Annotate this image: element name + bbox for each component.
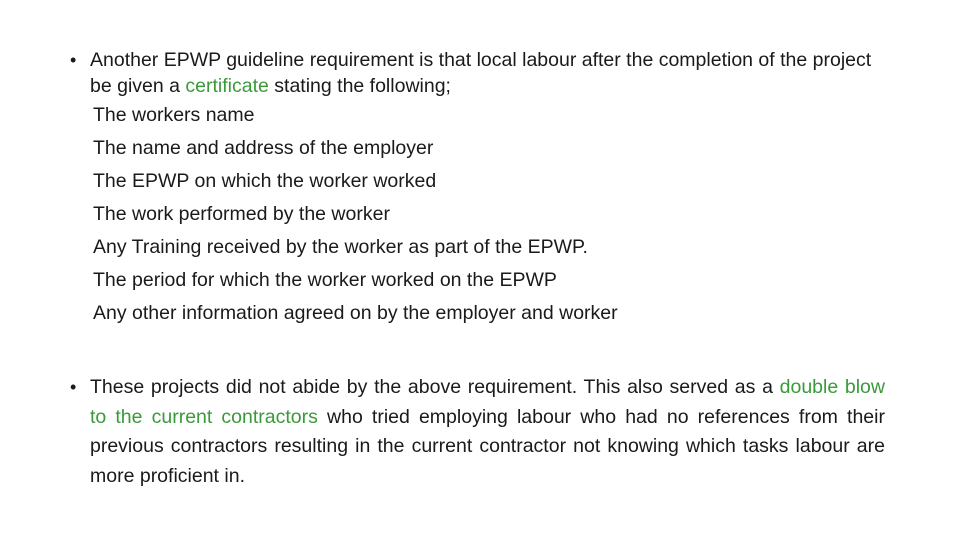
detail-item: The work performed by the worker xyxy=(93,203,390,225)
detail-item: The name and address of the employer xyxy=(93,137,434,159)
bullet-icon: • xyxy=(70,50,77,70)
detail-item: The workers name xyxy=(93,104,255,126)
certificate-details-list xyxy=(93,102,618,333)
first-bullet-post: stating the following; xyxy=(268,75,451,97)
first-bullet-text xyxy=(90,47,885,99)
second-bullet-post: who tried employing labour who had no references from their previous contractors resulting in the current contractor not knowing which tasks labour are more proficient in. xyxy=(90,405,885,487)
detail-item: Any other information agreed on by the employer and worker xyxy=(93,302,618,324)
certificate-highlight: certificate xyxy=(185,75,269,97)
bullet-icon: • xyxy=(70,377,77,397)
first-bullet xyxy=(70,47,885,99)
detail-item: The period for which the worker worked on the EPWP xyxy=(93,269,557,291)
second-bullet xyxy=(70,373,885,491)
second-bullet-pre: These projects did not abide by the above requirement. This also served as a xyxy=(90,376,780,398)
double-blow-highlight: double blow to the current contractors xyxy=(90,376,885,428)
detail-item: The EPWP on which the worker worked xyxy=(93,170,437,192)
second-bullet-text xyxy=(90,373,885,491)
first-bullet-pre: Another EPWP guideline requirement is that local labour after the completion of the project be given a xyxy=(90,49,872,97)
detail-item: Any Training received by the worker as part of the EPWP. xyxy=(93,236,588,258)
